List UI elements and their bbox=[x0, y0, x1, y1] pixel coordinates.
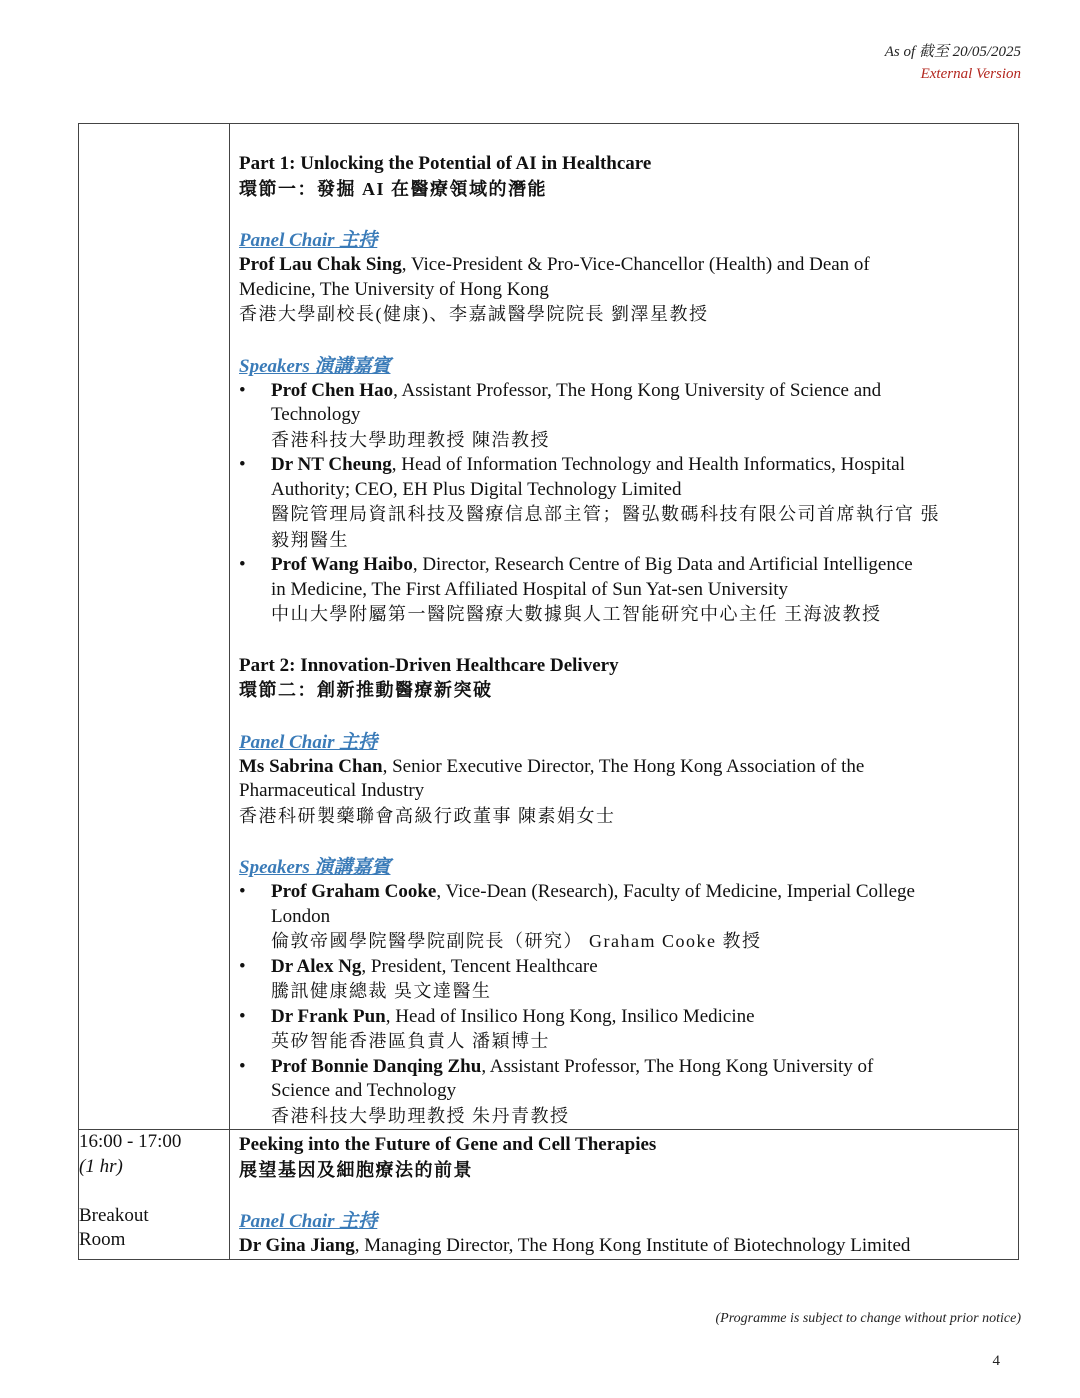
session-title: Peeking into the Future of Gene and Cell Therapies bbox=[239, 1134, 657, 1155]
list-item bbox=[271, 880, 1008, 955]
chair-zh: 香港科研製藥聯會高級行政董事 陳素娟女士 bbox=[239, 805, 616, 826]
chair-role: , Vice-President & Pro-Vice-Chancellor (Health) and Dean of bbox=[401, 254, 870, 275]
part1-speaker-list bbox=[239, 379, 1008, 628]
speaker-role: , President, Tencent Healthcare bbox=[361, 955, 598, 977]
time-cell bbox=[79, 1130, 230, 1260]
session-venue-cont: Room bbox=[79, 1229, 126, 1250]
speaker-role-cont: Authority; CEO, EH Plus Digital Technology Limited bbox=[271, 478, 682, 500]
speaker-zh: 英矽智能香港區負責人 潘穎博士 bbox=[271, 1031, 550, 1051]
speaker-name: Prof Chen Hao bbox=[271, 379, 394, 401]
session-venue: Breakout bbox=[79, 1204, 149, 1226]
speaker-role: , Assistant Professor, The Hong Kong University of Science and bbox=[393, 379, 882, 401]
speaker-role-cont: Science and Technology bbox=[271, 1080, 457, 1101]
part2-speakers-label: Speakers 演講嘉賓 bbox=[239, 857, 391, 878]
speaker-zh: 騰訊健康總裁 吳文達醫生 bbox=[271, 981, 492, 1001]
page-number: 4 bbox=[992, 1353, 1000, 1369]
part1-speakers-label: Speakers 演講嘉賓 bbox=[239, 355, 391, 377]
speaker-role: , Vice-Dean (Research), Faculty of Medicine, Imperial College bbox=[436, 881, 915, 902]
list-item bbox=[271, 1055, 1008, 1130]
speaker-zh: 香港科技大學助理教授 朱丹青教授 bbox=[271, 1105, 570, 1126]
chair-role-cont: Pharmaceutical Industry bbox=[239, 780, 425, 801]
as-of-date: As of 截至 20/05/2025 bbox=[884, 44, 1021, 60]
list-item bbox=[271, 453, 1008, 553]
chair-name: Prof Lau Chak Sing bbox=[239, 254, 402, 275]
session-chair bbox=[239, 1234, 1008, 1259]
speaker-name: Dr NT Cheung bbox=[271, 454, 392, 475]
speaker-name: Prof Graham Cooke bbox=[271, 881, 437, 902]
session-time: 16:00 - 17:00 bbox=[79, 1131, 182, 1152]
chair-role: , Managing Director, The Hong Kong Institute of Biotechnology Limited bbox=[354, 1235, 911, 1256]
version-label: External Version bbox=[920, 66, 1021, 82]
part2-panel-chair-label: Panel Chair 主持 bbox=[239, 731, 378, 753]
session-title-zh: 展望基因及細胞療法的前景 bbox=[239, 1159, 473, 1180]
chair-role: , Senior Executive Director, The Hong Kong Association of the bbox=[382, 755, 865, 777]
speaker-zh-cont: 毅翔醫生 bbox=[271, 529, 349, 550]
speaker-name: Prof Wang Haibo bbox=[271, 554, 413, 575]
table-row bbox=[79, 1130, 1019, 1260]
speaker-role-cont: London bbox=[271, 905, 331, 927]
part2-chair bbox=[239, 755, 1008, 780]
speaker-role: , Head of Insilico Hong Kong, Insilico Medicine bbox=[385, 1005, 755, 1027]
time-cell-empty bbox=[79, 124, 230, 1130]
session-content-cell bbox=[230, 124, 1019, 1130]
speaker-zh: 醫院管理局資訊科技及醫療信息部主管；醫弘數碼科技有限公司首席執行官 張 bbox=[271, 504, 940, 524]
change-notice: (Programme is subject to change without prior notice) bbox=[715, 1311, 1021, 1326]
session-duration: (1 hr) bbox=[79, 1155, 123, 1177]
speaker-name: Dr Frank Pun bbox=[271, 1005, 386, 1027]
list-item bbox=[271, 553, 1008, 628]
chair-name: Dr Gina Jiang bbox=[239, 1235, 355, 1256]
chair-zh: 香港大學副校長(健康)、李嘉誠醫學院院長 劉澤星教授 bbox=[239, 304, 709, 324]
speaker-role: , Assistant Professor, The Hong Kong University of bbox=[481, 1055, 874, 1077]
part1-chair bbox=[239, 253, 1008, 278]
part1-title: Part 1: Unlocking the Potential of AI in Healthcare bbox=[239, 153, 652, 174]
list-item bbox=[271, 379, 1008, 454]
speaker-role: , Director, Research Centre of Big Data and Artificial Intelligence bbox=[412, 554, 913, 575]
part2-title: Part 2: Innovation-Driven Healthcare Delivery bbox=[239, 654, 619, 676]
list-item bbox=[271, 955, 1008, 1005]
list-item bbox=[271, 1005, 1008, 1055]
session-panel-chair-label: Panel Chair 主持 bbox=[239, 1211, 378, 1232]
part2-title-zh: 環節二：創新推動醫療新突破 bbox=[239, 680, 493, 700]
speaker-role-cont: Technology bbox=[271, 404, 361, 425]
chair-name: Ms Sabrina Chan bbox=[239, 755, 383, 777]
speaker-zh: 倫敦帝國學院醫學院副院長（研究） Graham Cooke 教授 bbox=[271, 931, 762, 951]
speaker-name: Dr Alex Ng bbox=[271, 955, 362, 977]
speaker-zh: 中山大學附屬第一醫院醫療大數據與人工智能研究中心主任 王海波教授 bbox=[271, 604, 882, 624]
part2-speaker-list bbox=[239, 880, 1008, 1129]
programme-table bbox=[78, 123, 1019, 1260]
part1-panel-chair-label: Panel Chair 主持 bbox=[239, 230, 378, 251]
speaker-name: Prof Bonnie Danqing Zhu bbox=[271, 1055, 482, 1077]
chair-role-cont: Medicine, The University of Hong Kong bbox=[239, 278, 549, 300]
speaker-role: , Head of Information Technology and Health Informatics, Hospital bbox=[391, 454, 906, 475]
speaker-role-cont: in Medicine, The First Affiliated Hospital of Sun Yat-sen University bbox=[271, 578, 789, 600]
part1-title-zh: 環節一：發掘 AI 在醫療領域的潛能 bbox=[239, 178, 548, 199]
table-row bbox=[79, 124, 1019, 1130]
speaker-zh: 香港科技大學助理教授 陳浩教授 bbox=[271, 429, 550, 450]
session-content-cell bbox=[230, 1130, 1019, 1260]
